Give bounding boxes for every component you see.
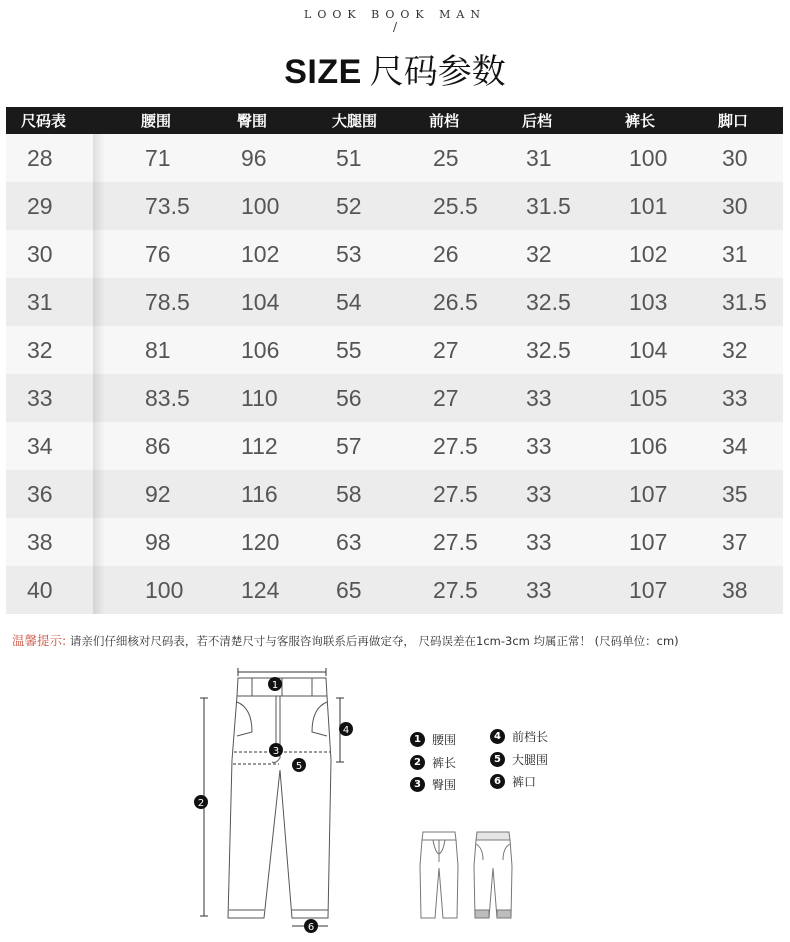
marker-6 [304, 919, 318, 933]
legend-label: 前档长 [512, 730, 549, 744]
cell-waist: 83.5 [145, 384, 190, 411]
table-row [6, 566, 783, 614]
cell-size: 32 [27, 336, 53, 363]
cell-hip: 102 [241, 240, 280, 267]
cell-length: 107 [629, 576, 668, 603]
header-front-rise: 前档 [429, 112, 460, 130]
cell-back-rise: 33 [526, 384, 552, 411]
marker-6-label: 6 [307, 922, 315, 933]
legend-item-hip [410, 776, 456, 793]
cell-thigh: 55 [336, 336, 362, 363]
page-title [0, 44, 790, 93]
cell-front-rise: 27 [433, 336, 459, 363]
cell-leg-opening: 30 [722, 192, 748, 219]
size-table-header [6, 107, 783, 134]
size-tip [12, 631, 679, 649]
size-table-body [6, 134, 783, 614]
cell-waist: 100 [145, 576, 184, 603]
pants-thumbnails [415, 826, 525, 926]
cell-back-rise: 33 [526, 576, 552, 603]
marker-1 [268, 677, 282, 691]
cell-size: 36 [27, 480, 53, 507]
table-row [6, 422, 783, 470]
cell-leg-opening: 37 [722, 528, 748, 555]
cell-waist: 76 [145, 240, 171, 267]
table-row [6, 326, 783, 374]
cell-size: 28 [27, 144, 53, 171]
marker-1-label: 1 [271, 680, 279, 691]
cell-length: 107 [629, 528, 668, 555]
cell-waist: 71 [145, 144, 171, 171]
cell-size: 30 [27, 240, 53, 267]
cell-back-rise: 32.5 [526, 288, 571, 315]
pants-thumbnail-front [420, 832, 458, 918]
cell-hip: 100 [241, 192, 280, 219]
cell-leg-opening: 30 [722, 144, 748, 171]
legend-label: 大腿围 [512, 753, 549, 767]
cell-thigh: 58 [336, 480, 362, 507]
legend-num: 6 [490, 774, 505, 789]
pants-thumbnail-back [474, 832, 512, 918]
cell-back-rise: 31 [526, 144, 552, 171]
marker-2 [194, 795, 208, 809]
cell-length: 105 [629, 384, 668, 411]
page-title-cn: 尺码参数 [369, 52, 506, 92]
header-length: 裤长 [625, 112, 656, 130]
pants-measurement-diagram [180, 660, 380, 935]
cell-front-rise: 25 [433, 144, 459, 171]
legend-label: 裤口 [512, 775, 537, 789]
cell-thigh: 56 [336, 384, 362, 411]
table-row [6, 134, 783, 182]
cell-size: 29 [27, 192, 53, 219]
cell-leg-opening: 34 [722, 432, 748, 459]
cell-front-rise: 26.5 [433, 288, 478, 315]
cell-hip: 110 [241, 384, 278, 411]
cell-thigh: 53 [336, 240, 362, 267]
cell-waist: 78.5 [145, 288, 190, 315]
cell-thigh: 54 [336, 288, 362, 315]
cell-front-rise: 27.5 [433, 432, 478, 459]
cell-waist: 81 [145, 336, 171, 363]
marker-2-label: 2 [197, 798, 205, 809]
cell-length: 101 [629, 192, 668, 219]
cell-length: 103 [629, 288, 668, 315]
table-row [6, 374, 783, 422]
cell-length: 104 [629, 336, 668, 363]
header-back-rise: 后档 [522, 112, 553, 130]
page-title-en: SIZE [284, 53, 362, 91]
cell-length: 107 [629, 480, 668, 507]
cell-front-rise: 27.5 [433, 576, 478, 603]
legend-item-front-rise [490, 728, 548, 745]
marker-5-label: 5 [295, 761, 303, 772]
cell-length: 102 [629, 240, 668, 267]
legend-item-length [410, 754, 456, 771]
legend-label: 裤长 [432, 756, 457, 770]
cell-hip: 116 [241, 480, 278, 507]
header-leg-opening: 脚口 [718, 112, 749, 130]
table-row [6, 182, 783, 230]
marker-3-label: 3 [272, 746, 280, 757]
table-row [6, 278, 783, 326]
cell-front-rise: 25.5 [433, 192, 478, 219]
legend-num: 1 [410, 732, 425, 747]
cell-back-rise: 33 [526, 432, 552, 459]
marker-5 [292, 758, 306, 772]
cell-size: 40 [27, 576, 53, 603]
cell-leg-opening: 38 [722, 576, 748, 603]
brand-name: LOOK BOOK MAN [304, 8, 486, 21]
cell-waist: 92 [145, 480, 171, 507]
legend-num: 5 [490, 752, 505, 767]
legend-num: 4 [490, 729, 505, 744]
header-waist: 腰围 [141, 112, 172, 130]
legend-num: 2 [410, 755, 425, 770]
cell-hip: 96 [241, 144, 267, 171]
cell-back-rise: 33 [526, 480, 552, 507]
cell-leg-opening: 32 [722, 336, 748, 363]
cell-hip: 112 [241, 432, 278, 459]
table-row [6, 470, 783, 518]
cell-back-rise: 32 [526, 240, 552, 267]
cell-size: 38 [27, 528, 53, 555]
header-size: 尺码表 [21, 112, 67, 130]
marker-3 [269, 743, 283, 757]
legend-item-waist [410, 731, 456, 748]
cell-hip: 120 [241, 528, 280, 555]
tip-text: 请亲们仔细核对尺码表，若不清楚尺寸与客服咨询联系后再做定夺， 尺码误差在1cm-3cm 均属正常！ (尺码单位：cm) [66, 634, 679, 648]
cell-thigh: 63 [336, 528, 362, 555]
cell-waist: 73.5 [145, 192, 190, 219]
cell-thigh: 65 [336, 576, 362, 603]
cell-hip: 104 [241, 288, 280, 315]
cell-length: 106 [629, 432, 668, 459]
table-row [6, 230, 783, 278]
cell-leg-opening: 31.5 [722, 288, 767, 315]
cell-thigh: 57 [336, 432, 362, 459]
cell-size: 31 [27, 288, 53, 315]
cell-size: 33 [27, 384, 53, 411]
cell-front-rise: 27 [433, 384, 459, 411]
cell-back-rise: 31.5 [526, 192, 571, 219]
cell-hip: 124 [241, 576, 280, 603]
size-table [6, 107, 783, 614]
cell-thigh: 51 [336, 144, 362, 171]
cell-front-rise: 27.5 [433, 480, 478, 507]
legend-item-leg-opening [490, 773, 536, 790]
cell-size: 34 [27, 432, 53, 459]
legend-item-thigh [490, 751, 548, 768]
cell-leg-opening: 33 [722, 384, 748, 411]
cell-waist: 98 [145, 528, 171, 555]
legend-label: 腰围 [432, 733, 457, 747]
table-row [6, 518, 783, 566]
cell-thigh: 52 [336, 192, 362, 219]
cell-leg-opening: 35 [722, 480, 748, 507]
marker-4 [339, 722, 353, 736]
brand-divider: / [392, 20, 398, 34]
cell-hip: 106 [241, 336, 280, 363]
cell-front-rise: 26 [433, 240, 459, 267]
measurement-legend [410, 725, 610, 805]
cell-front-rise: 27.5 [433, 528, 478, 555]
legend-num: 3 [410, 777, 425, 792]
cell-back-rise: 33 [526, 528, 552, 555]
cell-leg-opening: 31 [722, 240, 748, 267]
marker-4-label: 4 [342, 725, 350, 736]
cell-back-rise: 32.5 [526, 336, 571, 363]
header-hip: 臀围 [237, 112, 268, 130]
cell-length: 100 [629, 144, 668, 171]
header-thigh: 大腿围 [332, 112, 378, 130]
tip-label: 温馨提示: [12, 633, 67, 648]
legend-label: 臀围 [432, 778, 457, 792]
cell-waist: 86 [145, 432, 171, 459]
